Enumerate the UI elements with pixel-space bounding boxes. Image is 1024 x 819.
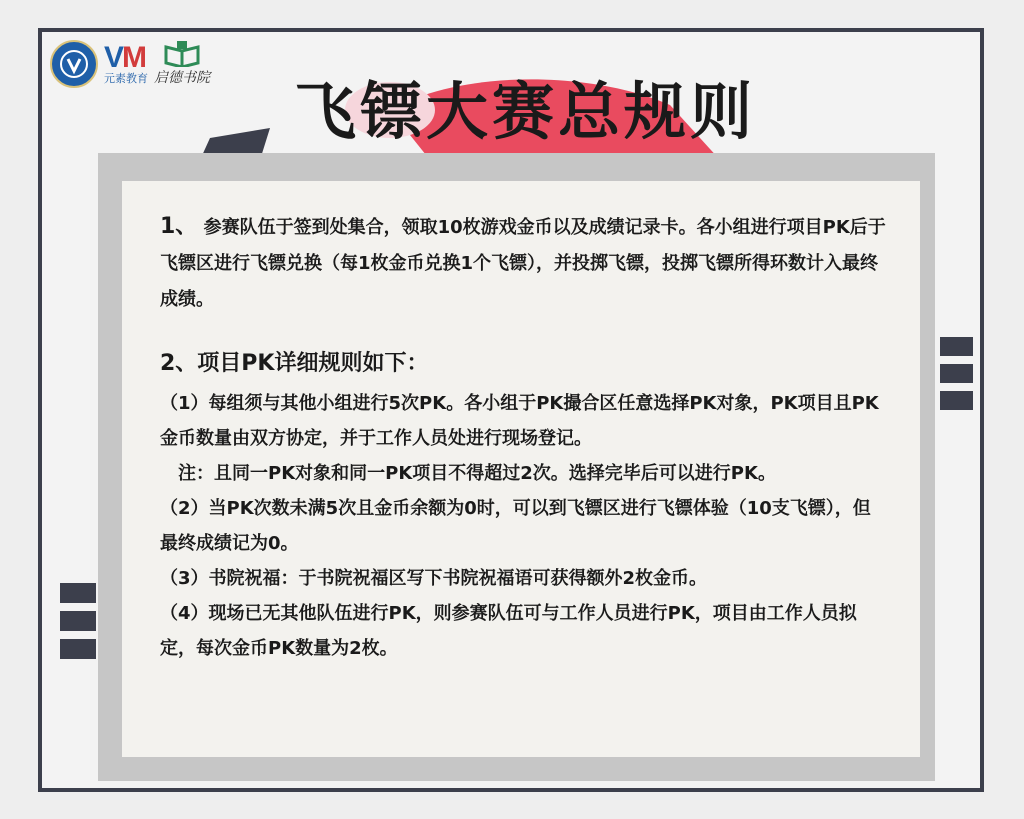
seal-emblem-icon: [59, 49, 89, 79]
vm-logo-subtitle: 元素教育: [104, 72, 148, 85]
decorative-bar: [60, 611, 96, 631]
rule-item-3: （3）书院祝福：于书院祝福区写下书院祝福语可获得额外2枚金币。: [160, 568, 708, 589]
rule-item-2: （2）当PK次数未满5次且金币余额为0时，可以到飞镖区进行飞镖体验（10支飞镖），但最终成绩记为0。: [160, 498, 871, 554]
book-icon: [164, 41, 200, 67]
rule-section-1-number: 1、: [160, 214, 198, 239]
vm-logo: [104, 43, 148, 85]
decorative-bars-right: [940, 337, 973, 410]
academy-logo-text: 启德书院: [154, 70, 210, 86]
university-seal-logo: [50, 40, 98, 88]
rule-item-4: （4）现场已无其他队伍进行PK，则参赛队伍可与工作人员进行PK，项目由工作人员拟定，每次金币PK数量为2枚。: [160, 603, 857, 659]
decorative-bar: [940, 391, 973, 410]
decorative-bar: [60, 639, 96, 659]
vm-logo-mark: VM: [104, 41, 146, 74]
decorative-bar: [60, 583, 96, 603]
decorative-bar: [940, 337, 973, 356]
rule-item-1: （1）每组须与其他小组进行5次PK。各小组于PK撮合区任意选择PK对象，PK项目且PK金币数量由双方协定，并于工作人员处进行现场登记。: [160, 393, 879, 449]
rule-note: 注：且同一PK对象和同一PK项目不得超过2次。选择完毕后可以进行PK。: [178, 463, 776, 484]
decorative-bar: [940, 364, 973, 383]
rule-section-1: [160, 209, 888, 318]
rule-section-1-text: 参赛队伍于签到处集合，领取10枚游戏金币以及成绩记录卡。各小组进行项目PK后于飞镖区进行飞镖兑换（每1枚金币兑换1个飞镖），并投掷飞镖，投掷飞镖所得环数计入最终成绩。: [160, 217, 886, 310]
rule-section-2-heading: 2、项目PK详细规则如下：: [160, 351, 429, 376]
decorative-bars-left: [60, 583, 96, 659]
rules-panel: [122, 181, 920, 757]
logo-group: [50, 36, 210, 92]
page-title: 飞镖大赛总规则: [293, 75, 756, 148]
